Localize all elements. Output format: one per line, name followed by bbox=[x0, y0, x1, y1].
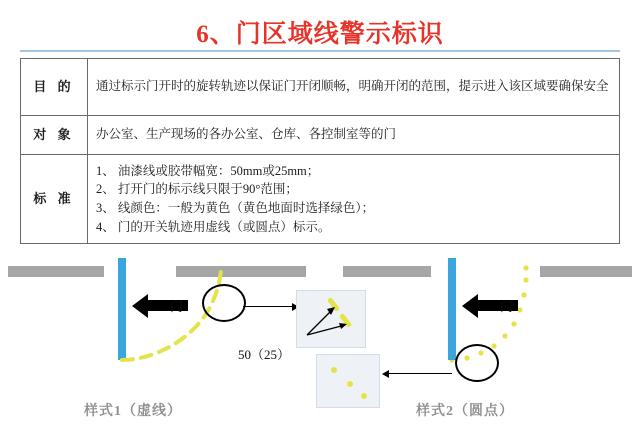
dot-mark bbox=[331, 367, 337, 373]
row-content-standard bbox=[88, 155, 620, 244]
detail-zoom-box-dotted bbox=[316, 354, 380, 408]
table-row bbox=[21, 116, 620, 155]
detail-zoom-box-dashed bbox=[296, 290, 366, 348]
row-header-object: 对 象 bbox=[21, 116, 88, 155]
dimension-label: 50（25） bbox=[238, 347, 291, 362]
row-header-purpose: 目 的 bbox=[21, 59, 88, 116]
wall-segment-left-inner bbox=[176, 266, 306, 277]
list-item: 1、 油漆线或胶带幅宽：50mm或25mm； bbox=[96, 163, 320, 178]
wall-segment-left-outer bbox=[8, 266, 104, 277]
table-row bbox=[21, 59, 620, 116]
door-leaf-left bbox=[118, 258, 126, 360]
list-item: 2、 打开门的标示线只限于90°范围； bbox=[96, 182, 298, 197]
row-content-object: 办公室、生产现场的各办公室、仓库、各控制室等的门 bbox=[88, 116, 620, 155]
standard-list bbox=[96, 162, 611, 237]
caption-style-2: 样式2（圆点） bbox=[416, 404, 514, 419]
dot-mark bbox=[361, 393, 367, 399]
list-item: 4、 门的开关轨迹用虚线（或圆点）标示。 bbox=[96, 219, 331, 234]
dot-mark bbox=[347, 381, 353, 387]
wall-segment-right-inner bbox=[343, 266, 431, 277]
wall-segment-right-outer bbox=[540, 266, 632, 277]
detail-callout-circle-right bbox=[455, 344, 499, 382]
detail-callout-circle-left bbox=[202, 284, 246, 322]
door-leaf-right bbox=[448, 258, 456, 360]
door-direction-arrow-head-left bbox=[132, 294, 148, 318]
door-label-right: 门 bbox=[500, 299, 514, 314]
table-row bbox=[21, 155, 620, 244]
door-direction-arrow-head-right bbox=[462, 294, 478, 318]
standard-table bbox=[20, 58, 620, 244]
title-divider bbox=[20, 50, 620, 52]
row-header-standard: 标 准 bbox=[21, 155, 88, 244]
list-item: 3、 线颜色：一般为黄色（黄色地面时选择绿色）； bbox=[96, 201, 375, 215]
detail-leader-line-right bbox=[388, 373, 452, 374]
row-content-purpose: 通过标示门开时的旋转轨迹以保证门开闭顺畅，明确开闭的范围，提示进入该区域要确保安全 bbox=[88, 59, 620, 116]
diagram-illustration bbox=[0, 248, 640, 427]
detail-leader-arrow-right bbox=[382, 370, 389, 378]
door-label-left: 门 bbox=[170, 299, 184, 314]
page-title: 6、门区域线警示标识 bbox=[196, 21, 444, 48]
detail-leader-line-left bbox=[243, 306, 293, 307]
caption-style-1: 样式1（虚线） bbox=[84, 404, 182, 419]
